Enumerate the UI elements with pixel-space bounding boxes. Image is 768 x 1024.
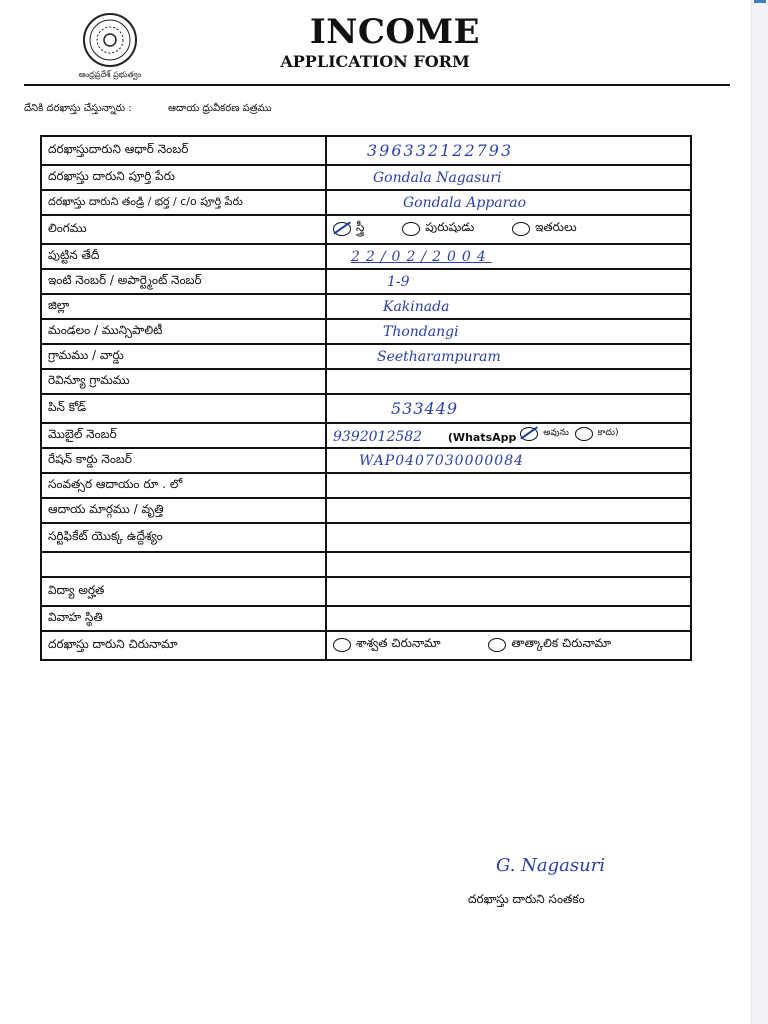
house-no-field[interactable] bbox=[326, 269, 691, 294]
dob-label: పుట్టిన తేదీ bbox=[41, 244, 326, 269]
income-source-label: ఆదాయ మార్గము / వృత్తి bbox=[41, 498, 326, 523]
gender-field bbox=[326, 215, 691, 244]
application-form-table bbox=[40, 135, 692, 661]
aadhaar-value: 396332122793 bbox=[367, 141, 514, 160]
dob-field[interactable] bbox=[326, 244, 691, 269]
table-row bbox=[41, 136, 691, 165]
whatsapp-no-option[interactable]: కాదు) bbox=[573, 427, 619, 441]
education-field[interactable] bbox=[326, 577, 691, 606]
village-field[interactable] bbox=[326, 344, 691, 369]
education-label: విద్యా అర్హత bbox=[41, 577, 326, 606]
pincode-field[interactable] bbox=[326, 394, 691, 423]
table-row bbox=[41, 631, 691, 660]
radio-icon bbox=[488, 638, 506, 652]
table-row bbox=[41, 423, 691, 448]
table-row bbox=[41, 523, 691, 552]
radio-checked-icon bbox=[333, 222, 351, 236]
table-row bbox=[41, 165, 691, 190]
certificate-purpose-field[interactable] bbox=[326, 523, 691, 552]
scroll-indicator bbox=[754, 0, 766, 3]
radio-checked-icon bbox=[520, 427, 538, 441]
relation-name-label: దరఖాస్తు దారుని తండ్రి / భర్త / c/o పూర్తి పేరు bbox=[41, 190, 326, 215]
form-subtitle: APPLICATION FORM bbox=[280, 52, 470, 71]
mobile-value: 9392012582 bbox=[333, 428, 423, 445]
relation-name-value: Gondala Apparao bbox=[403, 194, 527, 211]
mandal-value: Thondangi bbox=[383, 323, 459, 340]
ration-card-label: రేషన్ కార్డు నెంబర్ bbox=[41, 448, 326, 473]
table-row bbox=[41, 215, 691, 244]
district-value: Kakinada bbox=[383, 298, 450, 315]
marital-status-field[interactable] bbox=[326, 606, 691, 631]
revenue-village-field[interactable] bbox=[326, 369, 691, 394]
permanent-address-option[interactable]: శాశ్వత చిరునామా bbox=[333, 636, 441, 653]
revenue-village-label: రెవిన్యూ గ్రామము bbox=[41, 369, 326, 394]
address-field bbox=[326, 631, 691, 660]
address-label: దరఖాస్తు దారుని చిరునామా bbox=[41, 631, 326, 660]
radio-icon bbox=[402, 222, 420, 236]
header-divider bbox=[24, 84, 730, 86]
gender-option-male[interactable]: పురుషుడు bbox=[402, 220, 474, 237]
dob-value: 22/02/2004 bbox=[351, 248, 492, 265]
gender-option-other[interactable]: ఇతరులు bbox=[512, 220, 577, 237]
full-name-field[interactable] bbox=[326, 165, 691, 190]
village-value: Seetharampuram bbox=[377, 348, 501, 365]
marital-status-label: వివాహ స్థితి bbox=[41, 606, 326, 631]
table-row bbox=[41, 244, 691, 269]
table-row bbox=[41, 552, 691, 577]
blank-row-label bbox=[41, 552, 326, 577]
full-name-label: దరఖాస్తు దారుని పూర్తి పేరు bbox=[41, 165, 326, 190]
table-row bbox=[41, 577, 691, 606]
table-row bbox=[41, 319, 691, 344]
seal-caption: ఆంధ్రప్రదేశ్ ప్రభుత్వం bbox=[78, 70, 142, 79]
signature-caption: దరఖాస్తు దారుని సంతకం bbox=[468, 892, 585, 906]
relation-name-field[interactable] bbox=[326, 190, 691, 215]
ration-card-field[interactable] bbox=[326, 448, 691, 473]
whatsapp-label: (WhatsApp bbox=[447, 430, 517, 444]
radio-icon bbox=[512, 222, 530, 236]
ration-card-value: WAP0407030000084 bbox=[359, 452, 525, 469]
pincode-label: పిన్ కోడ్ bbox=[41, 394, 326, 423]
page-edge bbox=[751, 0, 768, 1024]
aadhaar-field[interactable] bbox=[326, 136, 691, 165]
applicant-signature: G. Nagasuri bbox=[496, 855, 606, 876]
table-row bbox=[41, 473, 691, 498]
full-name-value: Gondala Nagasuri bbox=[373, 169, 502, 186]
table-row bbox=[41, 294, 691, 319]
certificate-purpose-label: సర్టిఫికేట్ యొక్క ఉద్దేశ్యం bbox=[41, 523, 326, 552]
purpose-value: ఆదాయ ధ్రువీకరణ పత్రము bbox=[168, 103, 272, 114]
pincode-value: 533449 bbox=[391, 399, 459, 418]
form-title: INCOME bbox=[309, 12, 481, 52]
annual-income-field[interactable] bbox=[326, 473, 691, 498]
table-row bbox=[41, 606, 691, 631]
table-row bbox=[41, 394, 691, 423]
annual-income-label: సంవత్సర ఆదాయం రూ . లో bbox=[41, 473, 326, 498]
radio-icon bbox=[333, 638, 351, 652]
table-row bbox=[41, 190, 691, 215]
temporary-address-option[interactable]: తాత్కాలిక చిరునామా bbox=[488, 636, 611, 653]
blank-row-field[interactable] bbox=[326, 552, 691, 577]
income-source-field[interactable] bbox=[326, 498, 691, 523]
table-row bbox=[41, 498, 691, 523]
whatsapp-yes-option[interactable]: అవును bbox=[520, 427, 569, 441]
house-no-value: 1-9 bbox=[387, 273, 410, 290]
village-label: గ్రామము / వార్డు bbox=[41, 344, 326, 369]
house-no-label: ఇంటి నెంబర్ / అపార్ట్మెంట్ నెంబర్ bbox=[41, 269, 326, 294]
purpose-label: దేనికి దరఖాస్తు చేస్తున్నారు : bbox=[24, 103, 132, 114]
table-row bbox=[41, 269, 691, 294]
district-field[interactable] bbox=[326, 294, 691, 319]
mandal-label: మండలం / మున్సిపాలిటీ bbox=[41, 319, 326, 344]
table-row bbox=[41, 344, 691, 369]
gender-label: లింగము bbox=[41, 215, 326, 244]
aadhaar-label: దరఖాస్తుదారుని ఆధార్ నెంబర్ bbox=[41, 136, 326, 165]
radio-icon bbox=[575, 427, 593, 441]
table-row bbox=[41, 369, 691, 394]
mobile-label: మొబైల్ నెంబర్ bbox=[41, 423, 326, 448]
mobile-field[interactable] bbox=[326, 423, 691, 448]
gender-option-female[interactable]: స్త్రీ bbox=[333, 220, 364, 237]
state-emblem-seal-icon bbox=[82, 12, 138, 68]
table-row bbox=[41, 448, 691, 473]
district-label: జిల్లా bbox=[41, 294, 326, 319]
mandal-field[interactable] bbox=[326, 319, 691, 344]
